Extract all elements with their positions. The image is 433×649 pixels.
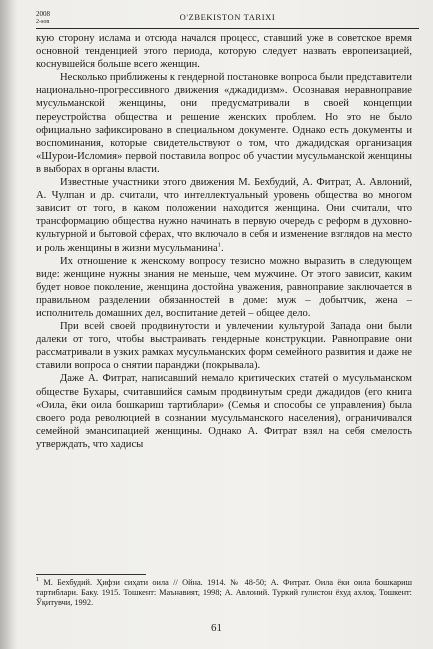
paragraph-participants-text: Известные участники этого движения М. Бехбудий, А. Фитрат, А. Авлоний, А. Чулпан и др. считали, что интеллектуальный уровень общества во многом зависит от того, в каком положении находится женщина. Они считали, что трансформацию общества нужно начинать в первую очередь с реформ в духовно-культурной и бытовой сферах, что включало в себя и изменение взглядов на место и роль женщины в жизни мусульманина — [36, 177, 412, 254]
running-header — [36, 10, 419, 32]
paragraph-attitude: Их отношение к женскому вопросу тезисно можно выразить в следующем виде: женщине нужны знания не меньше, чем мужчине. От этого зависит, каким будет новое поколение, женщина достойна уважения, равноправие заключается в правильном разделении обязанностей в доме: муж – добытчик, жена – исполнитель домашних дел, воспитание детей – общее дело. — [36, 255, 412, 319]
footnote — [36, 578, 412, 609]
article-body — [36, 32, 412, 451]
paragraph-progressiveness: При всей своей продвинутости и увлечении культурой Запада они были далеки от того, чтобы выстраивать гендерные конструкции. Равноправие они рассматривали в узких рамках мусульманских форм семейного развития и даже не ставили вопроса о снятии паранджи (покрывала). — [36, 321, 412, 372]
footnote-text: М. Бехбудий. Ҳифзи сиҳати оила // Ойна. 1914. № 48-50; А. Фитрат. Оила ёки оила бошкариш тартиблари. Баку. 1915. Тошкент: Маънавият, 1998; А. Авлоний. Туркий гулистон ёхуд ахлоқ. Тошкент: Ўқитувчи, 1992. — [36, 578, 413, 608]
gutter-shadow — [0, 0, 18, 649]
paragraph-continuation: кую сторону ислама и отсюда начался процесс, ставший уже в советское время основной тенденцией этого периода, которую следует назвать европеизацией, коснувшейся больше всего женщин. — [36, 33, 412, 71]
header-journal-title: O'ZBEKISTON TARIXI — [179, 12, 276, 22]
footnote-reference[interactable]: 1 — [217, 240, 221, 248]
page-number: 61 — [211, 622, 222, 634]
header-year: 2008 — [36, 10, 50, 18]
header-issue: 2-son — [36, 19, 50, 25]
paragraph-jadidism: Несколько приближены к гендерной постановке вопроса были представители национально-прогрессивного движения «джадидизм». Осознавая неравноправие мусульманской женщины, они предусматривали в своей концепции переустройства общества и решение женских проблем. Но это не было официально зафиксировано в специальном документе. Однако есть документы и воспоминания, которые свидетельствуют о том, что джадидская организация «Шурои-Исломия» первой поставила вопрос об участии мусульманской женщины в выборах в органы власти. — [36, 72, 412, 175]
header-rule — [36, 28, 419, 29]
footnote-number: 1 — [36, 577, 39, 584]
footnote-rule — [36, 574, 146, 575]
paragraph-fitrat: Даже А. Фитрат, написавший немало критических статей о мусульманском обществе Бухары, считавшийся самым продвинутым среди джадидов (его книга «Оила, ёки оила бошкариш тартиблари» (Семья и способы се управления) была своего рода революцией в сознании мусульманского населения), ограничивался семейной эмансипацией женщины. Однако А. Фитрат взял на себя смелость утверждать, что хадисы — [36, 373, 412, 450]
paragraph-participants: Известные участники этого движения М. Бехбудий, А. Фитрат, А. Авлоний, А. Чулпан и др. считали, что интеллектуальный уровень общества во многом зависит от того, в каком положении находится женщина. Они считали, что трансформацию общества нужно начинать в первую очередь с реформ в духовно-культурной и бытовой сферах, что включало в себя и изменение взглядов на место и роль женщины в жизни мусульманина$^1$. — [36, 177, 412, 254]
